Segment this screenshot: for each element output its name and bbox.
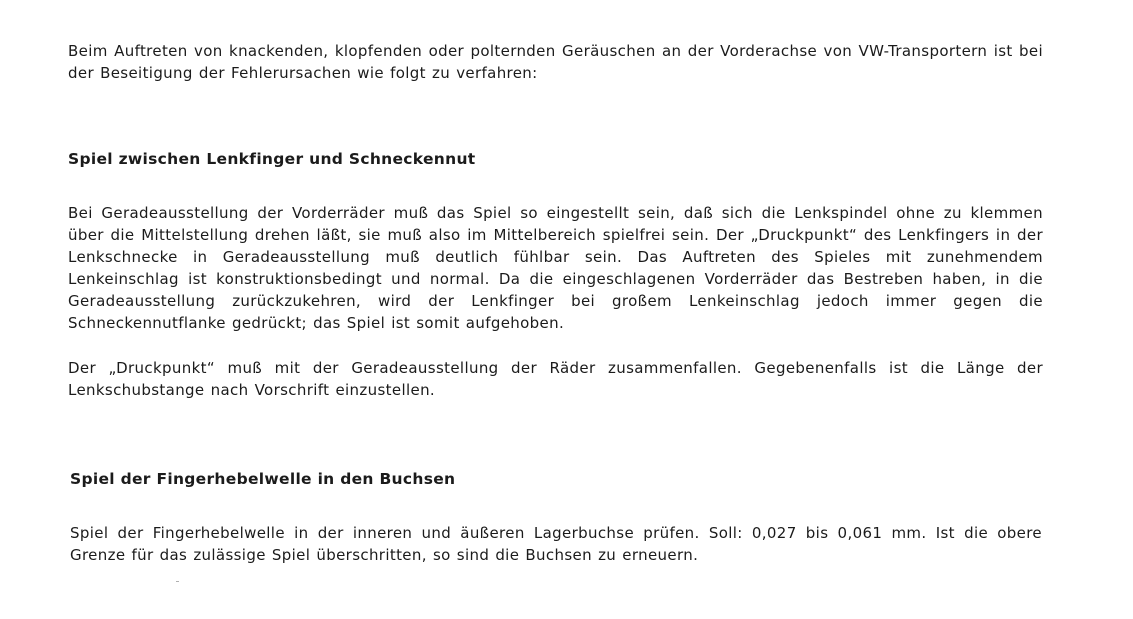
section-paragraph-lenkfinger-1: Bei Geradeausstellung der Vorderräder muß das Spiel so eingestellt sein, daß sich die Lenkspindel ohne zu klemmen über die Mittelstellung drehen läßt, sie muß also im Mittelbereich spielfrei sein. Der „Druckpunkt“ des Lenkfingers in der Lenkschnecke in Geradeausstellung muß deutlich fühlbar sein. Das Auftreten des Spieles mit zunehmendem Lenkeinschlag ist konstruktionsbedingt und normal. Da die eingeschlagenen Vorderräder das Bestreben haben, in die Geradeausstellung zurückzukehren, wird der Lenkfinger bei großem Lenkeinschlag jedoch immer gegen die Schneckennutflanke gedrückt; das Spiel ist somit aufgehoben.	[68, 204, 1043, 332]
scan-speck	[176, 581, 179, 582]
section-paragraph-fingerhebelwelle: Spiel der Fingerhebelwelle in der inneren und äußeren Lagerbuchse prüfen. Soll: 0,027 bis 0,061 mm. Ist die obere Grenze für das zulässige Spiel überschritten, so sind die Buchsen zu erneuern.	[70, 524, 1042, 564]
section-heading-lenkfinger: Spiel zwischen Lenkfinger und Schneckennut	[68, 150, 476, 168]
section-paragraph-lenkfinger-2: Der „Druckpunkt“ muß mit der Geradeausstellung der Räder zusammenfallen. Gegebenenfalls ist die Länge der Lenkschubstange nach Vorschrift einzustellen.	[68, 359, 1043, 399]
intro-paragraph: Beim Auftreten von knackenden, klopfenden oder polternden Geräuschen an der Vorderachse von VW-Transportern ist bei der Beseitigung der Fehlerursachen wie folgt zu verfahren:	[68, 42, 1043, 82]
section-heading-fingerhebelwelle: Spiel der Fingerhebelwelle in den Buchsen	[70, 470, 456, 488]
